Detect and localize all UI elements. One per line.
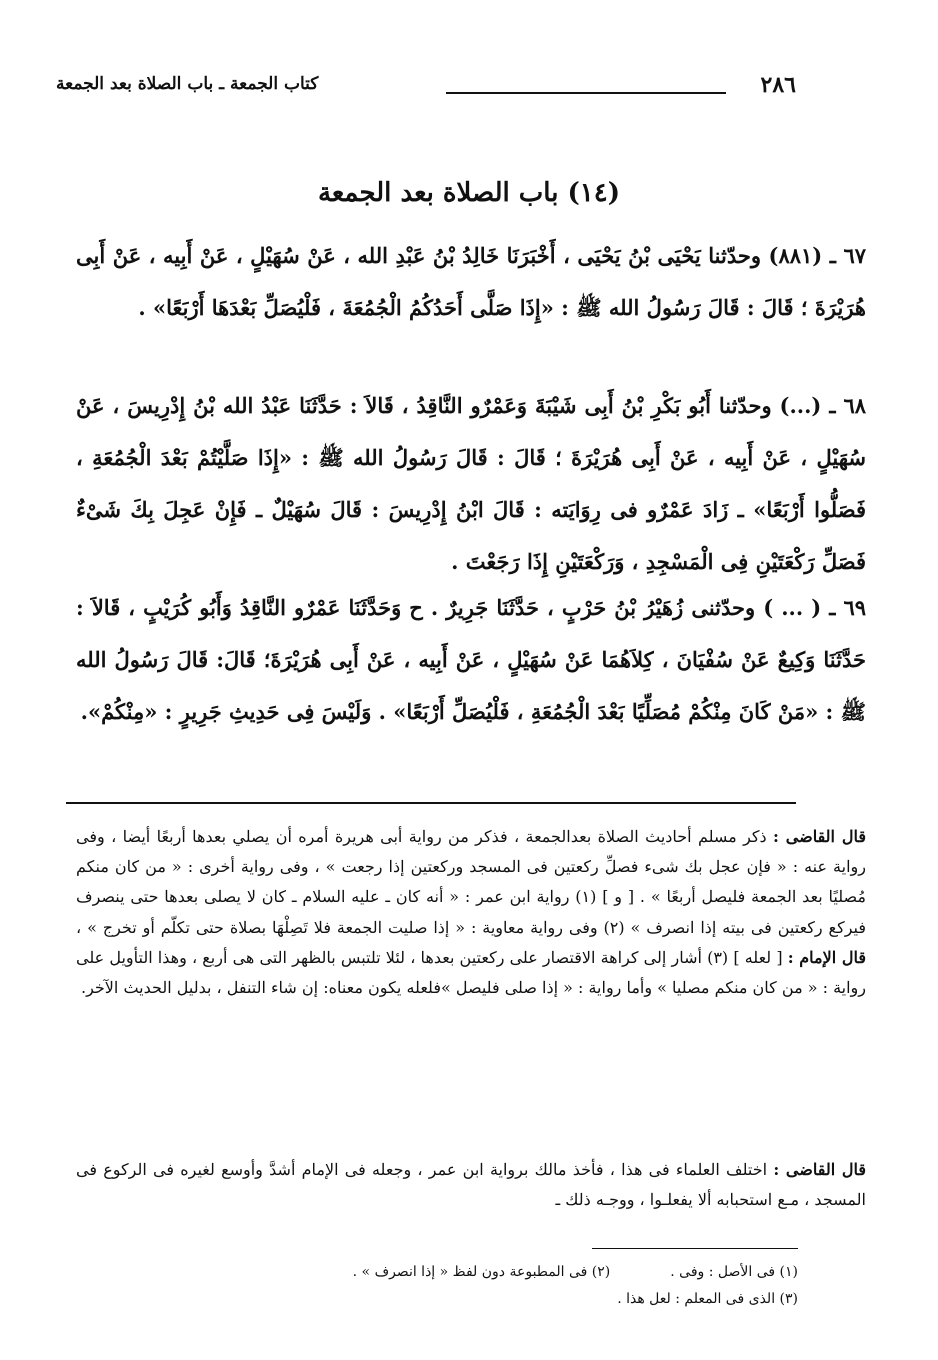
commentary-text: اختلف العلماء فى هذا ، فأخذ مالك برواية ابن عمر ، وجعله فى الإمام أشدَّ وأوسع لغيره فى الركوع فى المسجد ، مـع استحبابه ألا يفعلـوا ، ووجـه ذلك ـ [76, 1160, 866, 1210]
footnote-3: (٣) الذى فى المعلم : لعل هذا . [617, 1291, 798, 1307]
footnote-line [138, 1259, 798, 1286]
footnote-1: (١) فى الأصل : وفى . [670, 1264, 798, 1280]
footnote-line [138, 1286, 798, 1313]
running-title: كتاب الجمعة ـ باب الصلاة بعد الجمعة [56, 74, 319, 94]
commentary-paragraph [76, 822, 866, 1003]
hadith-68: ٦٨ ـ (...) وحدّثنا أَبُو بَكْرِ بْنُ أَبِى شَيْبَةَ وَعَمْرٌو النَّاقِدُ ، قَالاَ : حَدَّثَنَا عَبْدُ الله بْنُ إِدْرِيسَ ، عَنْ سُهَيْلٍ ، عَنْ أَبِيه ، عَنْ أَبِى هُرَيْرَةَ ؛ قَالَ : قَالَ رَسُولُ الله ﷺ : «إِذَا صَلَّيْتُمْ بَعْدَ الْجُمُعَةِ ، فَصَلُّوا أَرْبَعًا» ـ زَادَ عَمْرٌو فى رِوَايَته : قَالَ ابْنُ إِدْرِيسَ : قَالَ سُهَيْلٌ ـ فَإِنْ عَجِلَ بِكَ شَىْءٌ فَصَلِّ رَكْعَتَيْنِ فِى الْمَسْجِدِ ، وَرَكْعَتَيْنِ إِذَا رَجَعْتَ . [76, 393, 866, 574]
running-header [56, 72, 796, 108]
hadith-67: ٦٧ ـ (٨٨١) وحدّثنا يَحْيَى بْنُ يَحْيَى ، أَخْبَرَنَا خَالِدُ بْنُ عَبْدِ الله ، عَنْ سُهَيْلٍ ، عَنْ أَبِيه ، عَنْ أَبِى هُرَيْرَةَ ؛ قَالَ : قَالَ رَسُولُ الله ﷺ : «إِذَا صَلَّى أَحَدُكُمُ الْجُمُعَةَ ، فَلْيُصَلِّ بَعْدَهَا أَرْبَعًا» . [76, 243, 866, 320]
commentary-paragraph [76, 1155, 866, 1215]
commentary-divider [66, 802, 796, 804]
page-number: ٢٨٦ [760, 72, 796, 98]
header-rule [446, 92, 726, 94]
imam-label: قال الإمام : [787, 947, 866, 967]
speaker-label: قال القاضى : [773, 1160, 866, 1179]
footnotes [138, 1259, 798, 1313]
footnote-2: (٢) فى المطبوعة دون لفظ « إذا انصرف » . [352, 1264, 611, 1280]
footnote-rule [592, 1248, 798, 1249]
hadith-69: ٦٩ ـ ( ... ) وحدّثنى زُهَيْرُ بْنُ حَرْبٍ ، حَدَّثَنَا جَرِيرٌ . ح وَحَدَّثَنَا عَمْرٌو النَّاقِدُ وَأَبُو كُرَيْبٍ ، قَالاَ : حَدَّثَنَا وَكِيعٌ عَنْ سُفْيَانَ ، كِلاَهُمَا عَنْ سُهَيْلٍ ، عَنْ أَبِيه ، عَنْ أَبِى هُرَيْرَةَ؛ قَالَ: قَالَ رَسُولُ الله ﷺ : «مَنْ كَانَ مِنْكُمْ مُصَلِّيًا بَعْدَ الْجُمُعَةِ ، فَلْيُصَلِّ أَرْبَعًا» . وَلَيْسَ فِى حَدِيثِ جَرِيرٍ : «مِنْكُمْ». [76, 595, 866, 724]
speaker-label: قال القاضى : [773, 827, 866, 846]
commentary-text: [ لعله ] (٣) أشار إلى كراهة الاقتصار على ركعتين بعدها ، لئلا تلتبس بالظهر التى هى أربع ، وهذا التأويل على رواية : « من كان منكم مصليا » وأما رواية : « إذا صلى فليصل »فلعله يكون معناه: إن شاء التنفل ، بدليل الحديث الآخر. [76, 947, 866, 998]
chapter-title: (١٤) باب الصلاة بعد الجمعة [317, 178, 621, 208]
commentary-text: ذكر مسلم أحاديث الصلاة بعدالجمعة ، فذكر من رواية أبى هريرة أمره أن يصلي بعدها أربعًا أيضا ، وفى رواية عنه : « فإن عجل بك شىء فصلِّ ركعتين فى المسجد وركعتين إذا رجعت » ، وفى رواية أخرى : « من كان منكم مُصليًا بعد الجمعة فليصل أربعًا » . [ و ] (١) رواية ابن عمر : « أنه كان ـ عليه السلام ـ كان لا يصلى بعدها حتى ينصرف فيركع ركعتين فى بيته إذا انصرف » (٢) وفى رواية معاوية : « إذا صليت الجمعة فلا تَصِلْهَا بصلاة حتى تكلّم أو تخرج » ، [76, 827, 866, 937]
